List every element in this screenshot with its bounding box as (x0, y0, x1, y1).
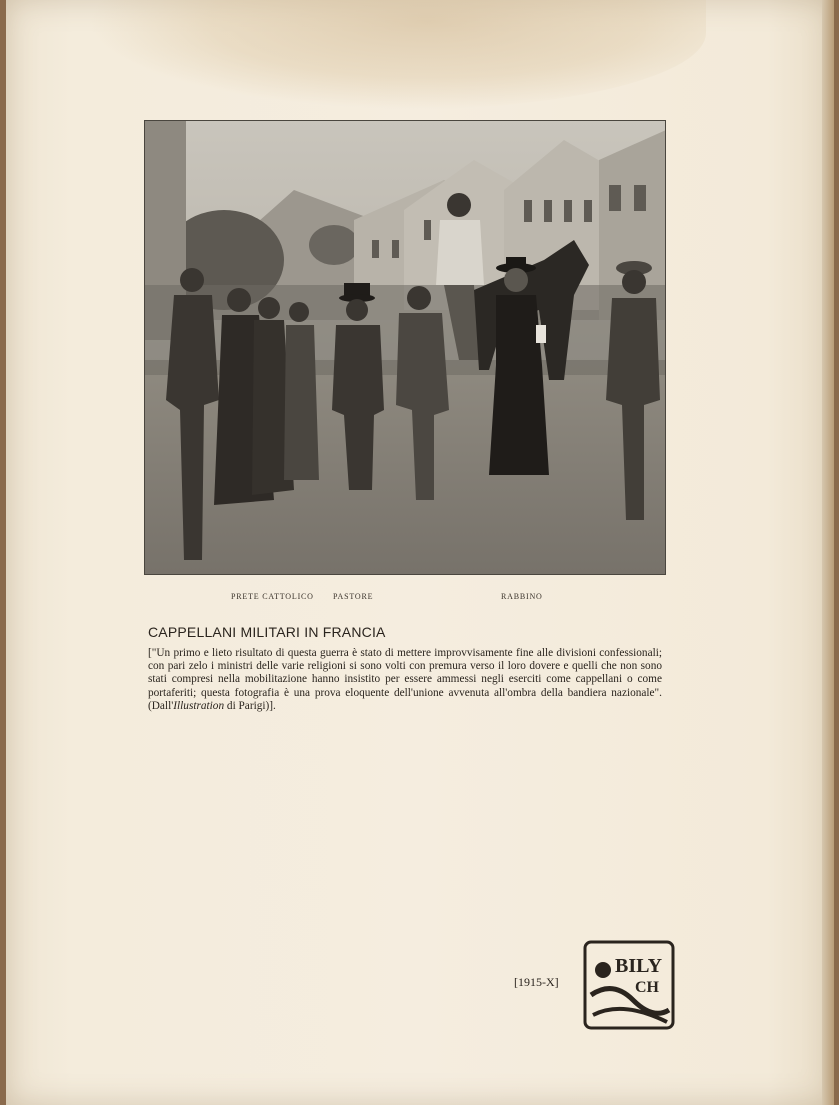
article-body-text: ["Un primo e lieto risultato di questa guerra è stato di mettere improvvisamente fine alle divisioni confessionali; con pari zelo i ministri delle varie religioni si sono volti con premura verso il loro dovere e quelli che non sono stati compresi nella mobilitazione hanno insistito per essere ammessi negli eserciti come cappellani o come portaferiti; questa fotografia è una prova eloquente dell'unione avvenuta all'ombra della bandiera nazionale". (Dall' (148, 647, 662, 712)
library-stamp-logo (583, 940, 675, 1030)
book-page (6, 0, 834, 1105)
article-body (148, 647, 662, 713)
date-label: [1915-X] (514, 975, 559, 989)
caption-pastor: PASTORE (333, 592, 374, 601)
svg-text:CH: CH (635, 979, 659, 996)
article-body-italic: Illustration (173, 699, 225, 712)
historical-photograph (144, 120, 666, 575)
page-edge (822, 0, 834, 1105)
caption-rabbi: RABBINO (501, 592, 543, 601)
svg-text:BILY: BILY (615, 955, 663, 977)
caption-catholic-priest: PRETE CATTOLICO (231, 592, 314, 601)
article-title: CAPPELLANI MILITARI IN FRANCIA (148, 624, 386, 640)
article-body-end: di Parigi)]. (224, 699, 276, 712)
water-stain (86, 0, 706, 110)
